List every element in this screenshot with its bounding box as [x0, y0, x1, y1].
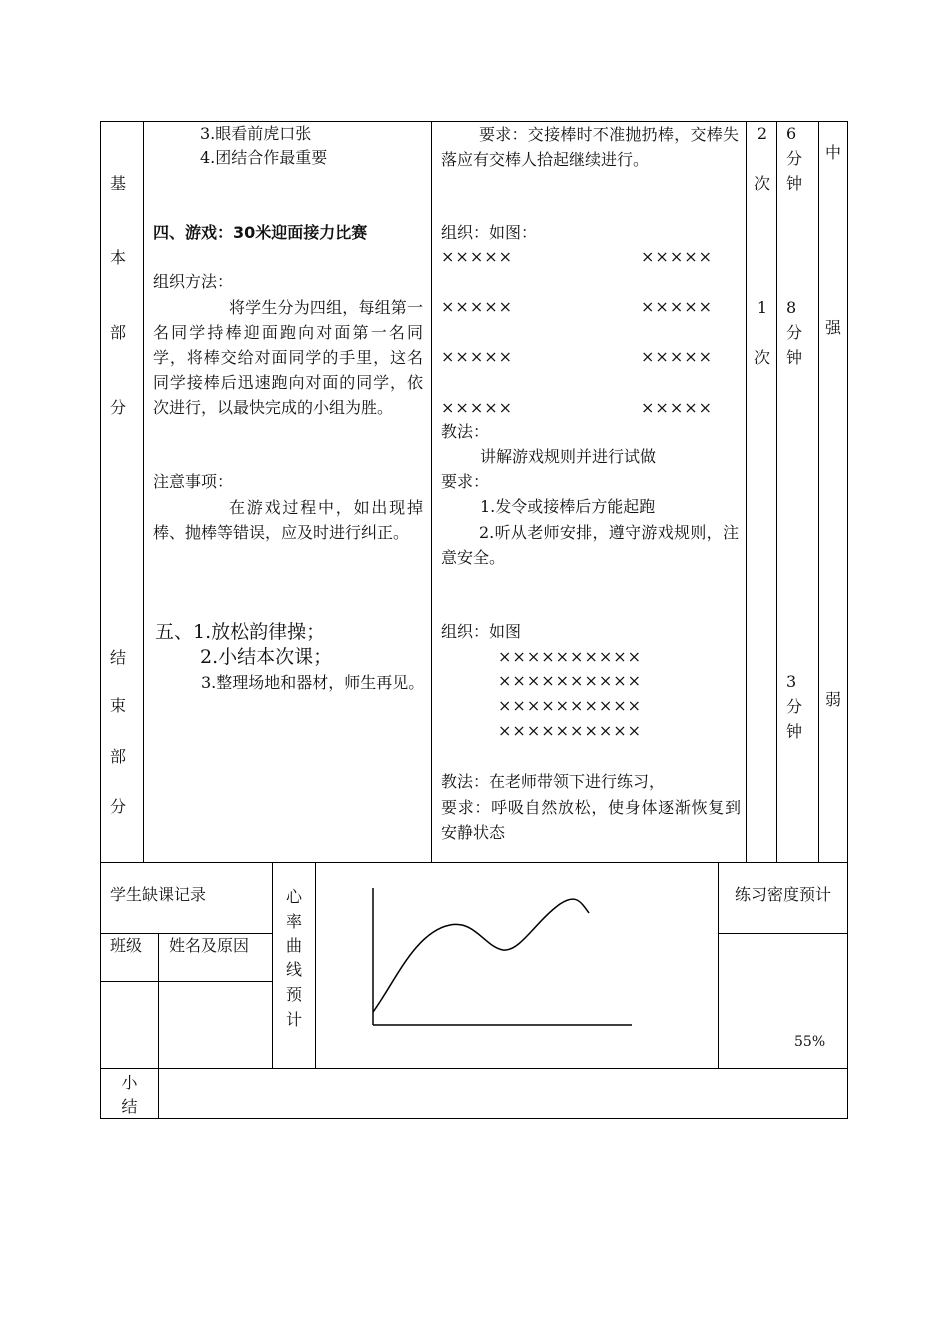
end-formation-row: ××××××××××: [498, 721, 643, 740]
table-border-left: [100, 121, 101, 1119]
formation-row: ×××××: [441, 347, 514, 366]
formation-row: ×××××: [441, 398, 514, 417]
section-end-char: 分: [110, 797, 127, 816]
hr-label-char: 线: [285, 960, 302, 979]
teach-text: 讲解游戏规则并进行试做: [480, 447, 657, 466]
lower-row-line: [100, 1068, 848, 1069]
col-divider-5: [818, 121, 819, 863]
end-formation-row: ××××××××××: [498, 647, 643, 666]
req-item-1: 1.发令或接棒后方能起跑: [480, 497, 656, 516]
name-reason-label: 姓名及原因: [169, 936, 250, 955]
absence-record-label: 学生缺课记录: [110, 885, 207, 904]
col-divider-3: [746, 121, 747, 863]
section-end-char: 部: [110, 747, 127, 766]
summary-label-char: 小: [121, 1073, 138, 1092]
req-item-2: 2.听从老师安排，遵守游戏规则，注意安全。: [441, 523, 739, 567]
relay-requirement: 要求：交接棒时不准抛扔棒，交棒失落应有交棒人拾起继续进行。: [441, 125, 739, 169]
formation-row: ×××××: [641, 347, 714, 366]
end-teach: 教法：在老师带领下进行练习，: [441, 772, 666, 791]
lower-divider: [158, 933, 159, 1119]
end-item-1: 五、1.放松韵律操；: [155, 621, 326, 643]
section-basic-char: 部: [110, 323, 127, 342]
duration-2: 8: [786, 298, 797, 317]
section-basic-char: 分: [110, 398, 127, 417]
duration-3: 分: [786, 697, 803, 716]
duration-2: 分: [786, 323, 803, 342]
class-label: 班级: [110, 936, 143, 955]
hr-label-char: 曲: [285, 936, 302, 955]
lower-row-line: [100, 981, 273, 982]
count-1-unit: 次: [753, 174, 770, 193]
org-method-label: 组织方法：: [153, 272, 234, 291]
hr-label-char: 率: [285, 912, 302, 931]
density-label: 练习密度预计: [734, 885, 831, 904]
col-divider-1: [143, 121, 144, 863]
duration-1: 6: [786, 124, 797, 143]
duration-3: 钟: [786, 722, 803, 741]
game-title: 四、游戏：30米迎面接力比赛: [153, 223, 368, 242]
formation-row: ×××××: [441, 247, 514, 266]
formation-row: ×××××: [641, 297, 714, 316]
section-basic-char: 基: [110, 174, 127, 193]
col-divider-2: [431, 121, 432, 863]
section-end-char: 结: [110, 648, 127, 667]
notes-text: 在游戏过程中，如出现掉棒、抛棒等错误，应及时进行纠正。: [153, 498, 423, 542]
summary-label-char: 结: [121, 1097, 138, 1116]
notes-label: 注意事项：: [153, 472, 234, 491]
intensity-medium: 中: [824, 143, 841, 162]
col-divider-4: [776, 121, 777, 863]
lower-divider: [718, 862, 719, 1068]
formation-row: ×××××: [641, 247, 714, 266]
count-2-unit: 次: [753, 348, 770, 367]
heart-rate-curve: [315, 862, 718, 1068]
end-item-3: 3.整理场地和器材，师生再见。: [201, 673, 425, 692]
hr-label-char: 计: [285, 1010, 302, 1029]
duration-1: 分: [786, 149, 803, 168]
end-formation-row: ××××××××××: [498, 671, 643, 690]
section-basic-char: 本: [110, 248, 127, 267]
duration-1: 钟: [786, 174, 803, 193]
hr-label-char: 心: [285, 887, 302, 906]
table-border-right: [847, 121, 848, 1119]
intensity-weak: 弱: [824, 690, 841, 709]
count-2-num: 1: [756, 298, 768, 317]
lower-row-line: [718, 933, 848, 934]
end-org-label: 组织：如图: [441, 622, 522, 641]
teach-label: 教法：: [441, 422, 490, 441]
count-1-num: 2: [756, 124, 768, 143]
duration-3: 3: [786, 672, 797, 691]
content-line-4: 4.团结合作最重要: [200, 148, 328, 167]
section-end-char: 束: [110, 696, 127, 715]
density-value: 55%: [794, 1034, 826, 1050]
end-formation-row: ××××××××××: [498, 696, 643, 715]
end-requirement: 要求：呼吸自然放松，使身体逐渐恢复到安静状态: [441, 798, 741, 842]
content-line-3: 3.眼看前虎口张: [200, 124, 312, 143]
end-item-2: 2.小结本次课；: [200, 646, 333, 668]
intensity-strong: 强: [824, 318, 841, 337]
table-border-bottom: [100, 1118, 848, 1119]
formation-row: ×××××: [441, 297, 514, 316]
hr-label-char: 预: [285, 985, 302, 1004]
req-label: 要求：: [441, 472, 490, 491]
formation-row: ×××××: [641, 398, 714, 417]
curve-line: [373, 899, 589, 1012]
org-label: 组织：如图：: [441, 223, 538, 242]
org-method-text: 将学生分为四组，每组第一名同学持棒迎面跑向对面第一名同学，将棒交给对面同学的手里，这名同学接棒后迅速跑向对面的同学，依次进行，以最快完成的小组为胜。: [153, 298, 423, 417]
duration-2: 钟: [786, 348, 803, 367]
